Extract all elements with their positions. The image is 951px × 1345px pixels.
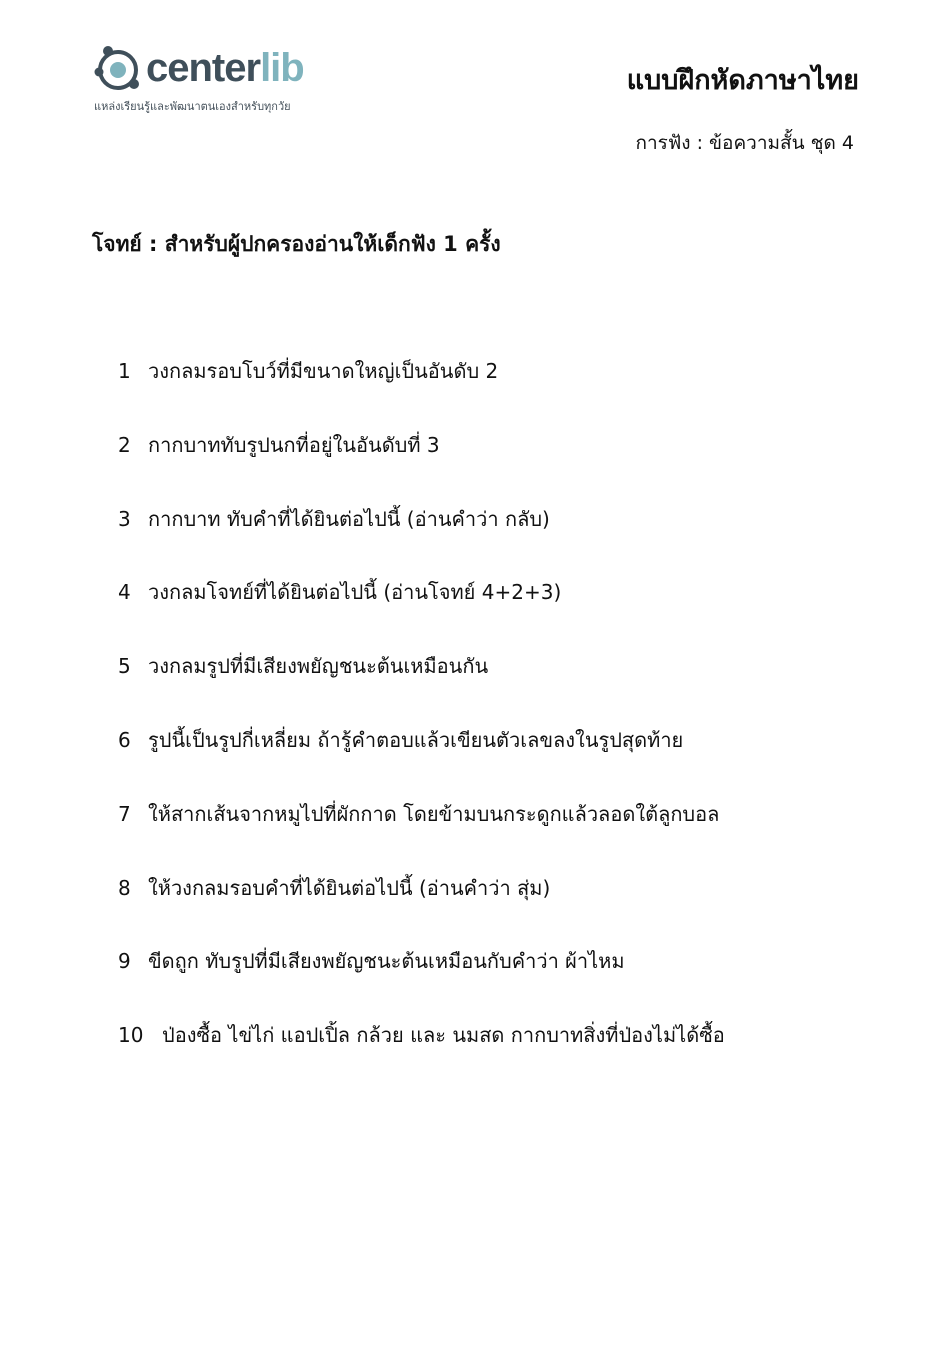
question-item bbox=[118, 797, 725, 871]
centerlib-logo bbox=[92, 40, 342, 115]
question-text: วงกลมรูปที่มีเสียงพยัญชนะต้นเหมือนกัน bbox=[148, 654, 489, 679]
question-number: 10 bbox=[118, 1023, 144, 1048]
page-title: แบบฝึกหัดภาษาไทย bbox=[626, 65, 859, 96]
page-subtitle: การฟัง : ข้อความสั้น ชุด 4 bbox=[635, 132, 854, 154]
instruction-text: โจทย์ : สำหรับผู้ปกครองอ่านให้เด็กฟัง 1 ครั้ง bbox=[92, 232, 501, 256]
question-item bbox=[118, 354, 725, 428]
question-text: กากบาท ทับคำที่ได้ยินต่อไปนี้ (อ่านคำว่า กลับ) bbox=[148, 506, 550, 531]
question-item bbox=[118, 871, 725, 945]
question-number: 9 bbox=[118, 949, 131, 974]
question-number: 4 bbox=[118, 580, 131, 605]
network-circle-icon bbox=[92, 42, 144, 94]
question-item bbox=[118, 649, 725, 723]
logo-tagline: แหล่งเรียนรู้และพัฒนาตนเองสำหรับทุกวัย bbox=[94, 100, 291, 113]
question-number: 6 bbox=[118, 727, 131, 752]
question-text: ให้วงกลมรอบคำที่ได้ยินต่อไปนี้ (อ่านคำว่า สุ่ม) bbox=[148, 875, 551, 900]
question-number: 1 bbox=[118, 359, 131, 383]
logo-wordmark bbox=[146, 46, 304, 90]
question-text: ให้สากเส้นจากหมูไปที่ผักกาด โดยข้ามบนกระดูกแล้วลอดใต้ลูกบอล bbox=[148, 801, 720, 826]
question-number: 7 bbox=[118, 801, 131, 826]
logo-word-center: center bbox=[146, 46, 261, 90]
question-item bbox=[118, 723, 725, 797]
question-item bbox=[118, 944, 725, 1018]
question-number: 3 bbox=[118, 506, 131, 531]
question-number: 2 bbox=[118, 432, 131, 457]
question-text: วงกลมโจทย์ที่ได้ยินต่อไปนี้ (อ่านโจทย์ 4+2+3) bbox=[148, 580, 562, 605]
logo-word-lib: lib bbox=[260, 46, 304, 90]
question-item bbox=[118, 575, 725, 649]
question-text: กากบาททับรูปนกที่อยู่ในอันดับที่ 3 bbox=[148, 432, 440, 457]
question-number: 8 bbox=[118, 875, 131, 900]
question-text: วงกลมรอบโบว์ที่มีขนาดใหญ่เป็นอันดับ 2 bbox=[148, 359, 499, 383]
question-item bbox=[118, 1018, 725, 1092]
question-list bbox=[118, 354, 725, 1092]
question-text: รูปนี้เป็นรูปกี่เหลี่ยม ถ้ารู้คำตอบแล้วเขียนตัวเลขลงในรูปสุดท้าย bbox=[148, 727, 684, 752]
question-item bbox=[118, 428, 725, 502]
question-item bbox=[118, 502, 725, 576]
question-number: 5 bbox=[118, 654, 131, 679]
question-text: ป่องซื้อ ไข่ไก่ แอปเปิ้ล กล้วย และ นมสด กากบาทสิ่งที่ป่องไม่ได้ซื้อ bbox=[162, 1023, 725, 1048]
question-text: ขีดถูก ทับรูปที่มีเสียงพยัญชนะต้นเหมือนกับคำว่า ผ้าไหม bbox=[148, 949, 625, 974]
